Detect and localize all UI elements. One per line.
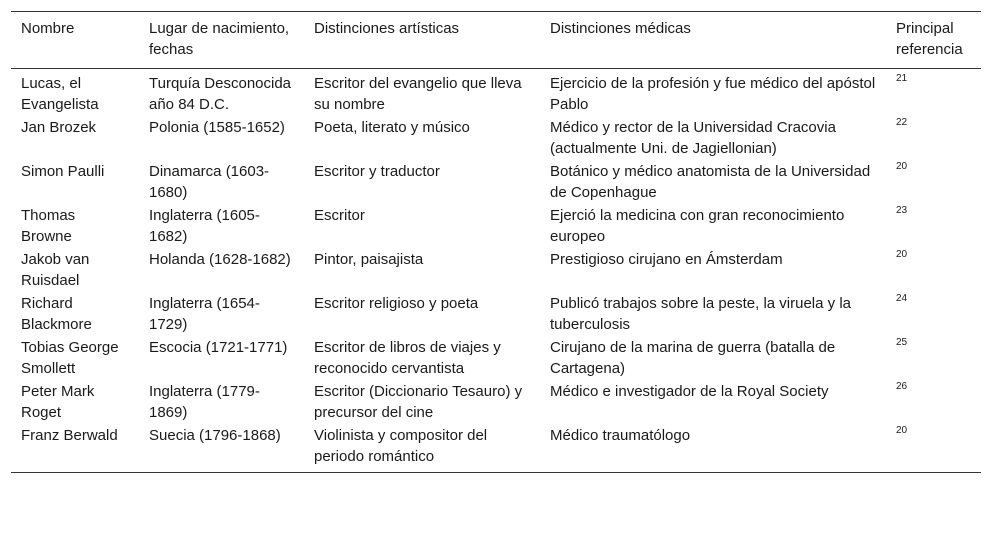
cell-lugar: Escocia (1721-1771) — [149, 339, 288, 356]
cell-lugar: Inglaterra (1779-1869) — [149, 383, 260, 421]
cell-artisticas: Escritor del evangelio que lleva su nombre — [314, 75, 522, 113]
cell-lugar: Holanda (1628-1682) — [149, 251, 291, 268]
cell-referencia: 20 — [896, 249, 908, 260]
cell-referencia: 22 — [896, 117, 908, 128]
cell-referencia: 26 — [896, 381, 908, 392]
table-row — [11, 204, 981, 248]
table-row — [11, 336, 981, 380]
cell-artisticas: Pintor, paisajista — [314, 251, 424, 268]
table-row — [11, 160, 981, 204]
cell-artisticas: Escritor de libros de viajes y reconocido cervantista — [314, 339, 501, 377]
cell-artisticas: Violinista y compositor del periodo romántico — [314, 427, 488, 465]
cell-medicas: Publicó trabajos sobre la peste, la viruela y la tuberculosis — [550, 295, 851, 333]
table-header — [11, 12, 981, 69]
header-nombre: Nombre — [21, 20, 75, 37]
table-row — [11, 292, 981, 336]
cell-lugar: Turquía Desconocida año 84 D.C. — [149, 75, 292, 113]
cell-nombre: Thomas Browne — [21, 207, 76, 245]
cell-referencia: 21 — [896, 73, 908, 84]
cell-nombre: Jan Brozek — [21, 119, 97, 136]
cell-medicas: Botánico y médico anatomista de la Universidad de Copenhague — [550, 163, 871, 201]
header-referencia: Principal referencia — [896, 20, 963, 58]
cell-referencia: 25 — [896, 337, 908, 348]
header-row — [11, 12, 981, 69]
cell-medicas: Cirujano de la marina de guerra (batalla de Cartagena) — [550, 339, 836, 377]
cell-nombre: Simon Paulli — [21, 163, 105, 180]
table-row — [11, 248, 981, 292]
cell-nombre: Jakob van Ruisdael — [21, 251, 90, 289]
cell-lugar: Inglaterra (1654-1729) — [149, 295, 260, 333]
physicians-artists-table — [11, 11, 981, 473]
cell-medicas: Ejercicio de la profesión y fue médico del apóstol Pablo — [550, 75, 876, 113]
table-row — [11, 380, 981, 424]
cell-lugar: Inglaterra (1605-1682) — [149, 207, 260, 245]
cell-artisticas: Escritor religioso y poeta — [314, 295, 479, 312]
cell-artisticas: Escritor — [314, 207, 365, 224]
cell-medicas: Prestigioso cirujano en Ámsterdam — [550, 251, 783, 268]
cell-artisticas: Escritor (Diccionario Tesauro) y precursor del cine — [314, 383, 523, 421]
cell-medicas: Médico traumatólogo — [550, 427, 691, 444]
cell-referencia: 20 — [896, 425, 908, 436]
table-body — [11, 69, 981, 473]
cell-artisticas: Poeta, literato y músico — [314, 119, 470, 136]
cell-nombre: Tobias George Smollett — [21, 339, 119, 377]
header-artisticas: Distinciones artísticas — [314, 20, 460, 37]
header-lugar: Lugar de nacimiento, fechas — [149, 20, 290, 58]
table-row — [11, 424, 981, 473]
header-medicas: Distinciones médicas — [550, 20, 691, 37]
cell-nombre: Richard Blackmore — [21, 295, 92, 333]
cell-medicas: Médico e investigador de la Royal Society — [550, 383, 829, 400]
cell-medicas: Ejerció la medicina con gran reconocimiento europeo — [550, 207, 845, 245]
cell-referencia: 23 — [896, 205, 908, 216]
table-row — [11, 116, 981, 160]
cell-lugar: Polonia (1585-1652) — [149, 119, 285, 136]
cell-nombre: Franz Berwald — [21, 427, 118, 444]
cell-lugar: Dinamarca (1603-1680) — [149, 163, 270, 201]
cell-nombre: Lucas, el Evangelista — [21, 75, 99, 113]
cell-medicas: Médico y rector de la Universidad Cracovia (actualmente Uni. de Jagiellonian) — [550, 119, 836, 157]
table-row — [11, 69, 981, 117]
cell-lugar: Suecia (1796-1868) — [149, 427, 281, 444]
cell-referencia: 24 — [896, 293, 908, 304]
cell-referencia: 20 — [896, 161, 908, 172]
cell-nombre: Peter Mark Roget — [21, 383, 95, 421]
cell-artisticas: Escritor y traductor — [314, 163, 440, 180]
